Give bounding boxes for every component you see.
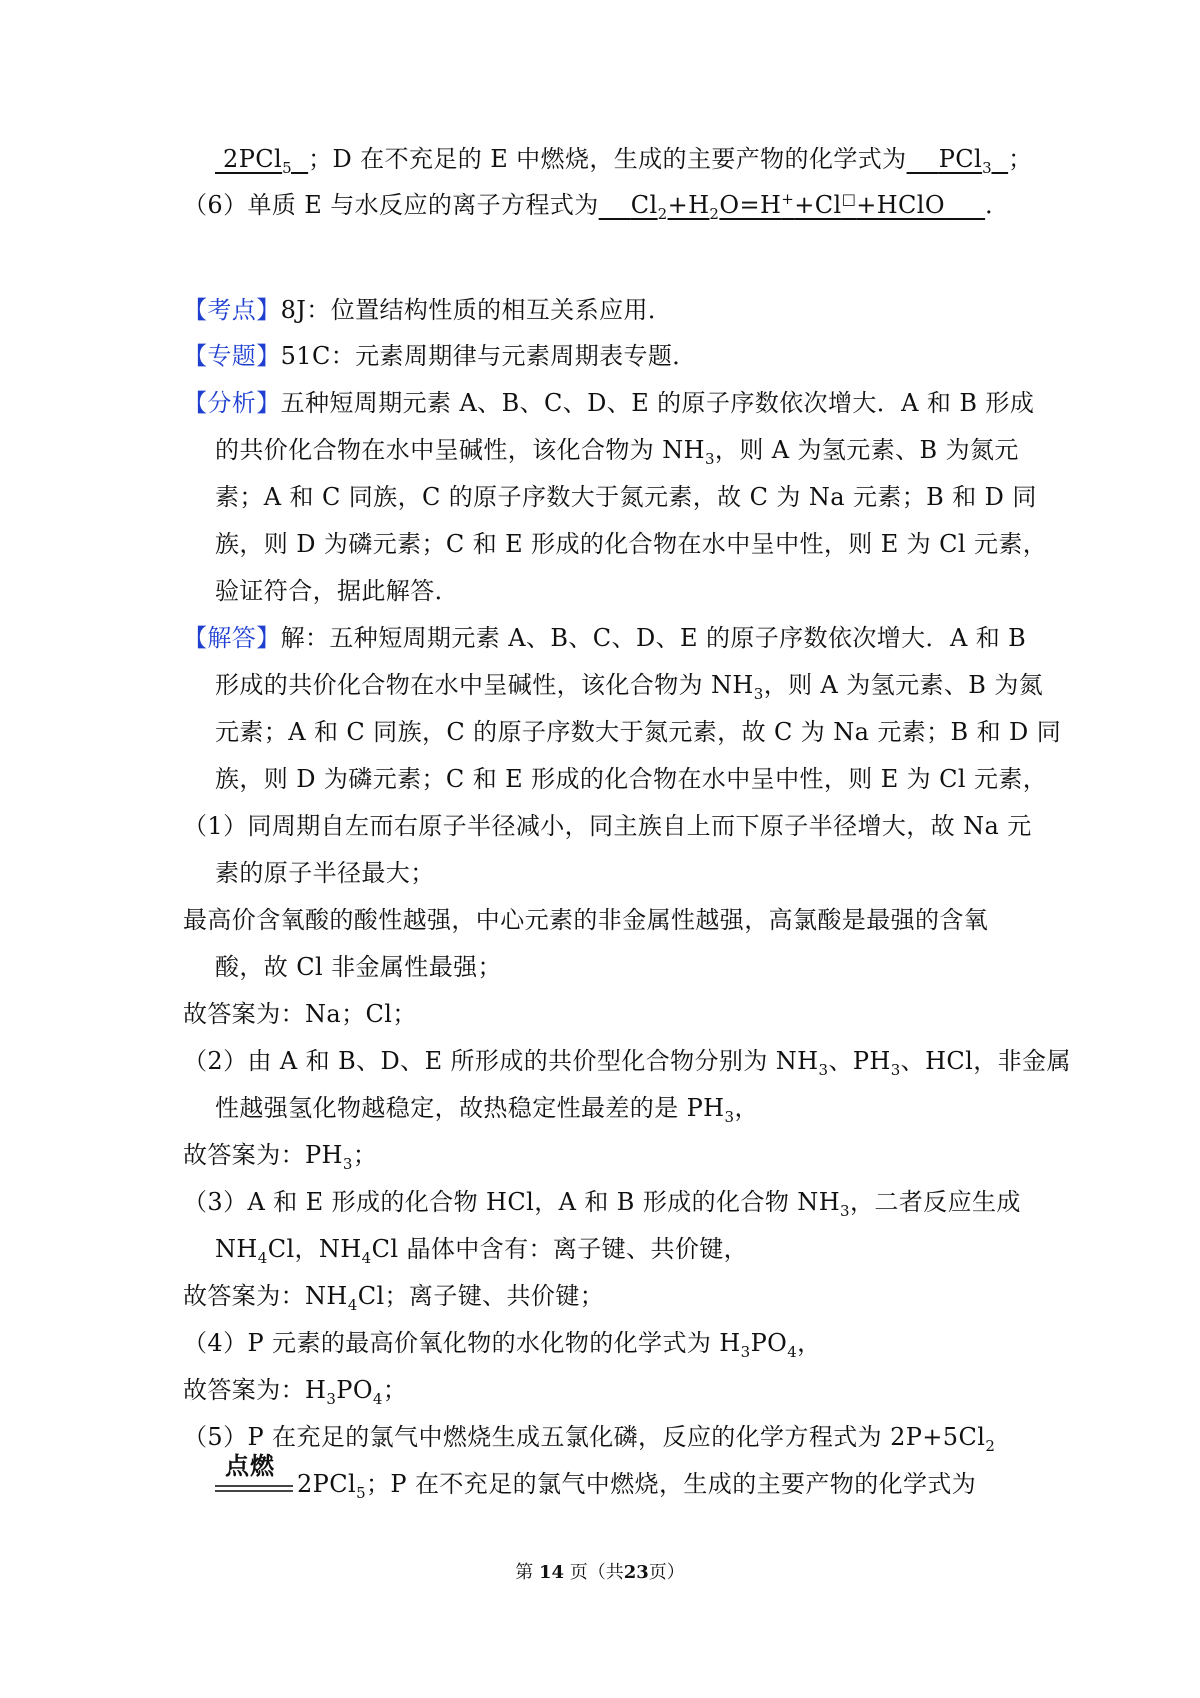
fenxi-tag: 【分析】 (183, 389, 281, 417)
jieda-line-1: 【解答】解：五种短周期元素 A、B、C、D、E 的原子序数依次增大．A 和 B (183, 624, 1027, 652)
answer-line-5-cont: 2PCl$_5$ ；D 在不充足的 E 中燃烧，生成的主要产物的化学式为 PCl$_3$ ； (215, 142, 1033, 176)
fenxi-line-1: 【分析】五种短周期元素 A、B、C、D、E 的原子序数依次增大．A 和 B 形成 (183, 389, 1035, 417)
fenxi-line-3: 素；A 和 C 同族，C 的原子序数大于氮元素，故 C 为 Na 元素；B 和 D 同 (215, 483, 1037, 511)
zhuanti-tag: 【专题】 (183, 342, 281, 370)
fenxi-line-5: 验证符合，据此解答． (215, 577, 459, 605)
answer-2: 故答案为：$PH_3$； (183, 1141, 378, 1173)
kaodian-line: 【考点】8J：位置结构性质的相互关系应用． (183, 296, 673, 324)
part2-line-1: （2）由 A 和 B、D、E 所形成的共价型化合物分别为 $NH_3$、$PH_3$、HCl，非金属 (183, 1047, 1071, 1079)
answer-4: 故答案为：$H_3PO_4$； (183, 1376, 408, 1408)
fenxi-line-2: 的共价化合物在水中呈碱性，该化合物为 $NH_3$，则 A 为氢元素、B 为氮元 (215, 436, 1019, 468)
blank-answer: PCl$_3$ (938, 145, 993, 177)
reaction-condition-label: 点燃 (225, 1451, 275, 1480)
part2-line-2: 性越强氢化物越稳定，故热稳定性最差的是 $PH_3$， (215, 1094, 759, 1126)
jieda-line-2: 形成的共价化合物在水中呈碱性，该化合物为 $NH_3$，则 A 为氢元素、B 为氮 (215, 671, 1044, 703)
blank-answer: $Cl_2+H_2O=H^++Cl^□+HClO$ (630, 190, 945, 223)
page-number: 14 (538, 1562, 564, 1583)
part4-line: （4）P 元素的最高价氧化物的水化物的化学式为 $H_3PO_4$， (183, 1329, 822, 1361)
zhuanti-line: 【专题】51C：元素周期律与元素周期表专题． (183, 342, 697, 370)
page-footer: 第 14 页（共23页） (515, 1562, 685, 1583)
reaction-condition-arrow (215, 1451, 295, 1501)
answer-line-6: （6）单质 E 与水反应的离子方程式为 $Cl_2+H_2O=H^++Cl^□+HClO$ ． (183, 190, 1010, 223)
part1b-line-1: 最高价含氧酸的酸性越强，中心元素的非金属性越强，高氯酸是最强的含氧 (183, 906, 989, 934)
part1b-line-2: 酸，故 Cl 非金属性最强； (215, 953, 502, 981)
jieda-line-3: 元素；A 和 C 同族，C 的原子序数大于氮元素，故 C 为 Na 元素；B 和 D 同 (215, 718, 1062, 746)
kaodian-tag: 【考点】 (183, 296, 281, 324)
double-bar-bottom (215, 1490, 293, 1492)
part3-line-2: $NH_4Cl$，$NH_4Cl$ 晶体中含有：离子键、共价键， (215, 1235, 749, 1267)
fenxi-line-4: 族，则 D 为磷元素；C 和 E 形成的化合物在水中呈中性，则 E 为 Cl 元素， (215, 530, 1048, 558)
part5-line-2: 点燃 2PCl$_5$；P 在不充足的氯气中燃烧，生成的主要产物的化学式为 (215, 1467, 976, 1501)
part5-line-1: （5）P 在充足的氯气中燃烧生成五氯化磷，反应的化学方程式为 $2P+5Cl_2$ (183, 1423, 996, 1455)
answer-3: 故答案为：$NH_4Cl$；离子键、共价键； (183, 1282, 605, 1314)
blank-answer: 2PCl$_5$ (223, 145, 293, 177)
part1-line-1: （1）同周期自左而右原子半径减小，同主族自上而下原子半径增大，故 Na 元 (183, 812, 1032, 840)
double-bar-top (215, 1485, 293, 1487)
page-total: 23 (623, 1562, 649, 1583)
part1-line-2: 素的原子半径最大； (215, 859, 435, 887)
jieda-tag: 【解答】 (183, 624, 281, 652)
part3-line-1: （3）A 和 E 形成的化合物 HCl，A 和 B 形成的化合物 $NH_3$，二者反应生成 (183, 1188, 1021, 1220)
answer-1: 故答案为：Na；Cl； (183, 1000, 417, 1028)
jieda-line-4: 族，则 D 为磷元素；C 和 E 形成的化合物在水中呈中性，则 E 为 Cl 元素， (215, 765, 1048, 793)
